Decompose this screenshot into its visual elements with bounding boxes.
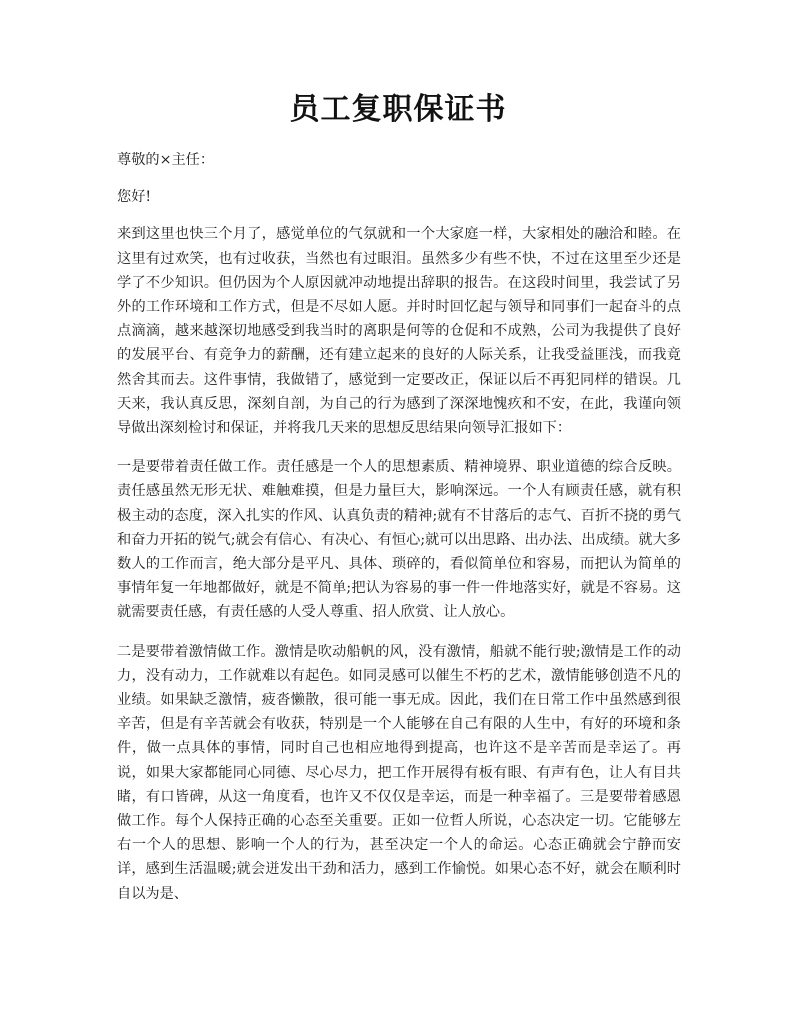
- document-title: 员工复职保证书: [289, 92, 507, 127]
- body-paragraph: 二是要带着激情做工作。激情是吹动船帆的风，没有激情，船就不能行驶;激情是工作的动力，没有动力，工作就难以有起色。如同灵感可以催生不朽的艺术，激情能够创造不凡的业绩。如果缺乏激情，疲沓懒散，很可能一事无成。因此，我们在日常工作中虽然感到很辛苦，但是有辛苦就会有收获，特别是一个人能够在自己有限的人生中，有好的环境和条件，做一点具体的事情，同时自己也相应地得到提高，也许这不是辛苦而是幸运了。再说，如果大家都能同心同德、尽心尽力，把工作开展得有板有眼、有声有色，让人有目共睹，有口皆碑，从这一角度看，也许又不仅仅是幸运，而是一种幸福了。三是要带着感恩做工作。每个人保持正确的心态至关重要。正如一位哲人所说，心态决定一切。它能够左右一个人的思想、影响一个人的行为，甚至决定一个人的命运。心态正确就会宁静而安详，感到生活温暖;就会迸发出干劲和活力，感到工作愉悦。如果心态不好，就会在顺利时自以为是、: [117, 643, 681, 902]
- body-paragraph: 一是要带着责任做工作。责任感是一个人的思想素质、精神境界、职业道德的综合反映。责任感虽然无形无状、难触难摸，但是力量巨大，影响深远。一个人有顾责任感，就有积极主动的态度，深入扎实的作风、认真负责的精神;就有不甘落后的志气、百折不挠的勇气和奋力开拓的锐气;就会有信心、有决心、有恒心;就可以出思路、出办法、出成绩。就大多数人的工作而言，绝大部分是平凡、具体、琐碎的，看似简单位和容易，而把认为简单的事情年复一年地都做好，就是不简单;把认为容易的事一件一件地落实好，就是不容易。这就需要责任感，有责任感的人受人尊重、招人欣赏、让人放心。: [117, 459, 681, 621]
- greeting: 您好!: [117, 189, 152, 206]
- body-paragraph: 来到这里也快三个月了，感觉单位的气氛就和一个大家庭一样，大家相处的融洽和睦。在这里有过欢笑，也有过收获，当然也有过眼泪。虽然多少有些不快，不过在这里至少还是学了不少知识。但仍因为个人原因就冲动地提出辞职的报告。在这段时间里，我尝试了另外的工作环境和工作方式，但是不尽如人愿。并时时回忆起与领导和同事们一起奋斗的点点滴滴，越来越深切地感受到我当时的离职是何等的仓促和不成熟，公司为我提供了良好的发展平台、有竞争力的薪酬，还有建立起来的良好的人际关系，让我受益匪浅，而我竟然舍其而去。这件事情，我做错了，感觉到一定要改正，保证以后不再犯同样的错误。几天来，我认真反思，深刻自剖，为自己的行为感到了深深地愧疚和不安，在此，我谨向领导做出深刻检讨和保证，并将我几天来的思想反思结果向领导汇报如下：: [117, 226, 681, 437]
- salutation: 尊敬的×主任：: [117, 152, 215, 168]
- document-body: [117, 148, 681, 921]
